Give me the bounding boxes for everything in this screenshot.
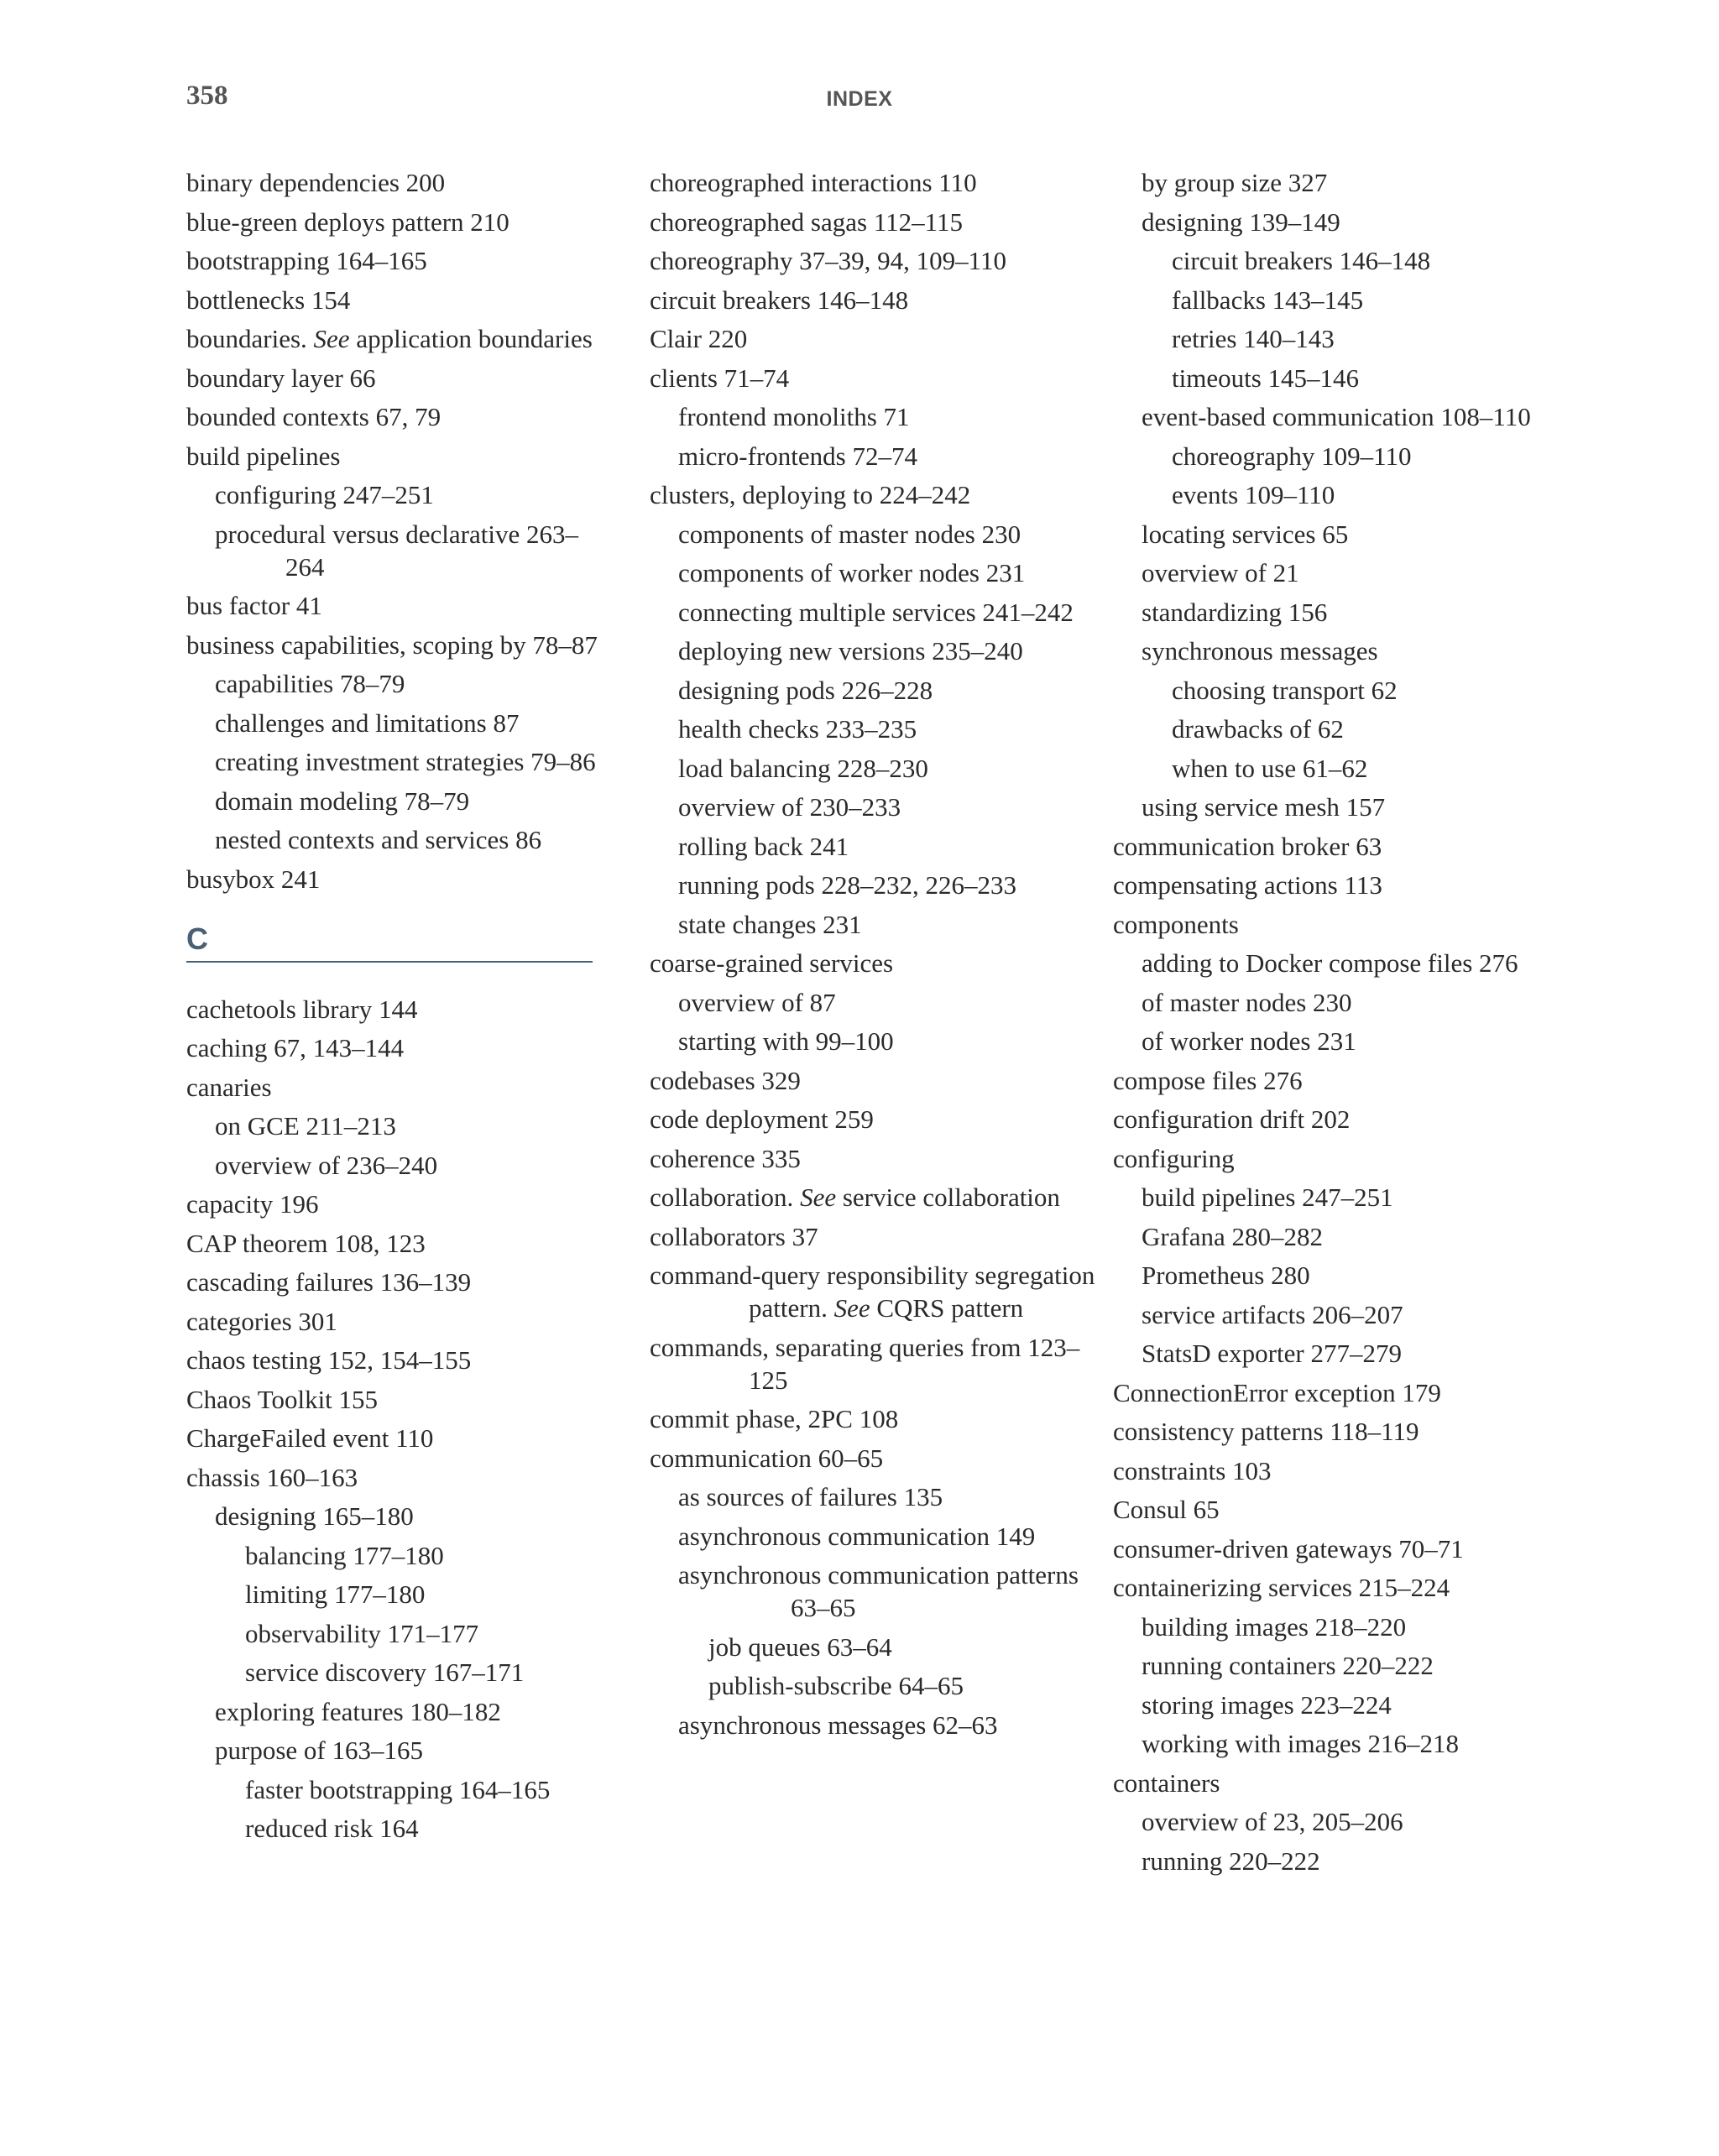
index-entry: [650, 986, 1103, 1019]
entry-text: domain modeling 78–79: [215, 786, 470, 816]
entry-text: command-query responsibility segregation pattern.: [650, 1261, 1095, 1323]
entry-text: job queues 63–64: [708, 1631, 892, 1662]
index-entry: [650, 1709, 1103, 1741]
entry-text: bounded contexts 67, 79: [186, 402, 442, 431]
index-entry: [1113, 1220, 1583, 1253]
index-entry: [1113, 1689, 1583, 1721]
entry-text: overview of 230–233: [678, 792, 901, 822]
index-entry: [650, 830, 1103, 863]
entry-text: StatsD exporter 277–279: [1142, 1339, 1402, 1368]
index-entry: [186, 589, 606, 622]
index-entry: [186, 1305, 606, 1338]
index-entry: [650, 322, 1103, 355]
entry-text: micro-frontends 72–74: [678, 441, 917, 471]
see-reference: See: [313, 324, 350, 353]
entry-text: exploring features 180–182: [215, 1696, 501, 1726]
index-entry: [1113, 322, 1583, 355]
entry-text: procedural versus declarative 263–264: [215, 519, 578, 582]
index-entry: [650, 1631, 1103, 1663]
entry-text: asynchronous communication patterns 63–65: [678, 1560, 1079, 1622]
index-entry: [1113, 1337, 1583, 1370]
entry-text: observability 171–177: [245, 1618, 479, 1648]
entry-text: choreographed interactions 110: [650, 168, 977, 197]
entry-text: building images 218–220: [1142, 1611, 1407, 1642]
see-reference: See: [800, 1182, 837, 1212]
entry-text: components of master nodes 230: [678, 519, 1021, 549]
index-entry: [1113, 830, 1583, 863]
index-entry: [650, 752, 1103, 785]
index-entry: [1113, 244, 1583, 277]
index-entry: [1113, 1415, 1583, 1448]
entry-text: load balancing 228–230: [678, 753, 928, 783]
index-entry: [186, 1109, 606, 1142]
index-entry: [186, 440, 606, 472]
index-entry: [186, 1617, 606, 1650]
entry-text: designing pods 226–228: [678, 675, 933, 705]
entry-text: as sources of failures 135: [678, 1482, 943, 1511]
entry-text: consumer-driven gateways 70–71: [1113, 1533, 1464, 1563]
entry-text: circuit breakers 146–148: [1172, 246, 1431, 275]
entry-text: running containers 220–222: [1142, 1651, 1434, 1680]
entry-text: bus factor 41: [186, 591, 322, 620]
entry-text: collaborators 37: [650, 1221, 818, 1251]
index-entry: [1113, 1181, 1583, 1214]
entry-text: running 220–222: [1142, 1845, 1320, 1876]
index-entry: [186, 1031, 606, 1064]
entry-text: bootstrapping 164–165: [186, 246, 427, 275]
entry-text: chassis 160–163: [186, 1462, 358, 1492]
entry-text: chaos testing 152, 154–155: [186, 1345, 472, 1375]
index-entry: [1113, 206, 1583, 238]
entry-text: fallbacks 143–145: [1172, 285, 1364, 315]
index-entry: [186, 1383, 606, 1416]
entry-text: using service mesh 157: [1142, 792, 1386, 822]
entry-text: Clair 220: [650, 324, 748, 353]
entry-text: running pods 228–232, 226–233: [678, 870, 1016, 900]
index-entry: [186, 400, 606, 433]
entry-text: timeouts 145–146: [1172, 363, 1360, 393]
index-entry: [650, 1181, 1103, 1214]
entry-text: health checks 233–235: [678, 714, 917, 744]
index-entry: [186, 993, 606, 1026]
entry-text: Grafana 280–282: [1142, 1221, 1324, 1251]
index-entry: [186, 244, 606, 277]
entry-text: containers: [1113, 1767, 1220, 1798]
index-entry: [650, 713, 1103, 745]
index-entry: [186, 785, 606, 817]
entry-text: boundary layer 66: [186, 363, 376, 393]
see-reference: See: [833, 1293, 870, 1323]
running-head: INDEX: [826, 87, 893, 111]
index-entry: [650, 1669, 1103, 1702]
see-target: application boundaries: [356, 324, 593, 353]
index-entry: [186, 745, 606, 778]
index-entry: [650, 400, 1103, 433]
entry-text: rolling back 241: [678, 831, 849, 861]
index-entry: [186, 1578, 606, 1610]
entry-text: asynchronous communication 149: [678, 1521, 1036, 1551]
entry-text: connecting multiple services 241–242: [678, 597, 1074, 627]
entry-text: standardizing 156: [1142, 597, 1328, 627]
index-entry: [650, 244, 1103, 277]
index-entry: [1113, 791, 1583, 823]
index-entry: [1113, 908, 1583, 941]
entry-text: consistency patterns 118–119: [1113, 1417, 1419, 1446]
index-entry: [186, 707, 606, 739]
entry-text: asynchronous messages 62–63: [678, 1710, 998, 1740]
entry-text: collaboration.: [650, 1182, 801, 1212]
section-heading-c: C: [186, 921, 593, 963]
entry-text: blue-green deploys pattern 210: [186, 206, 509, 237]
entry-text: choreographed sagas 112–115: [650, 206, 964, 237]
index-entry: [186, 1656, 606, 1689]
see-target: service collaboration: [842, 1182, 1060, 1212]
index-entry: [186, 1695, 606, 1728]
index-column-1: [186, 166, 606, 1851]
index-entry: [650, 596, 1103, 629]
index-entry: [186, 863, 606, 895]
index-entry: [1113, 1298, 1583, 1331]
index-entry: [186, 1149, 606, 1182]
index-entry: [186, 667, 606, 700]
index-entry: [186, 518, 606, 583]
index-entry: [186, 1344, 606, 1376]
index-entry: [1113, 440, 1583, 472]
entry-text: communication 60–65: [650, 1443, 884, 1473]
entry-text: service discovery 167–171: [245, 1657, 525, 1687]
entry-text: on GCE 211–213: [215, 1111, 396, 1141]
entry-text: codebases 329: [650, 1065, 801, 1095]
index-entry: [1113, 1532, 1583, 1565]
entry-text: of worker nodes 231: [1142, 1026, 1356, 1056]
index-column-2: [650, 166, 1103, 1747]
index-entry: [650, 1331, 1103, 1396]
entry-text: designing 165–180: [215, 1501, 414, 1531]
entry-text: code deployment 259: [650, 1104, 874, 1134]
index-entry: [1113, 947, 1583, 979]
entry-text: circuit breakers 146–148: [650, 285, 909, 315]
entry-text: cachetools library 144: [186, 994, 418, 1024]
entry-text: Chaos Toolkit 155: [186, 1384, 379, 1414]
entry-text: reduced risk 164: [245, 1814, 419, 1843]
index-entry: [1113, 986, 1583, 1019]
index-entry: [1113, 1454, 1583, 1487]
entry-text: starting with 99–100: [678, 1026, 894, 1056]
entry-text: coarse-grained services: [650, 948, 894, 978]
entry-text: commands, separating queries from 123–125: [650, 1332, 1080, 1395]
entry-text: by group size 327: [1142, 168, 1328, 197]
index-entry: [1113, 518, 1583, 551]
entry-text: components of worker nodes 231: [678, 558, 1026, 587]
index-entry: [186, 1734, 606, 1767]
entry-text: configuration drift 202: [1113, 1104, 1351, 1134]
entry-text: business capabilities, scoping by 78–87: [186, 629, 598, 660]
index-entry: [650, 791, 1103, 823]
index-entry: [186, 1422, 606, 1454]
entry-text: choreography 37–39, 94, 109–110: [650, 246, 1007, 275]
entry-text: drawbacks of 62: [1172, 714, 1344, 744]
entry-text: constraints 103: [1113, 1455, 1272, 1485]
index-entry: [650, 556, 1103, 589]
entry-text: state changes 231: [678, 909, 862, 939]
index-entry: [650, 440, 1103, 472]
entry-text: ConnectionError exception 179: [1113, 1377, 1441, 1407]
entry-text: Prometheus 280: [1142, 1261, 1310, 1290]
index-entry: [186, 362, 606, 394]
index-entry: [650, 908, 1103, 941]
entry-text: purpose of 163–165: [215, 1736, 423, 1765]
index-entry: [186, 1461, 606, 1494]
entry-text: Consul 65: [1113, 1495, 1220, 1524]
index-entry: [1113, 362, 1583, 394]
entry-text: CAP theorem 108, 123: [186, 1228, 426, 1258]
entry-text: faster bootstrapping 164–165: [245, 1774, 551, 1804]
entry-text: designing 139–149: [1142, 206, 1340, 237]
index-entry: [1113, 1767, 1583, 1799]
entry-text: capabilities 78–79: [215, 669, 405, 698]
entry-text: communication broker 63: [1113, 831, 1382, 861]
index-entry: [186, 1227, 606, 1260]
index-entry: [186, 1188, 606, 1220]
entry-text: overview of 236–240: [215, 1150, 438, 1180]
entry-text: choosing transport 62: [1172, 675, 1398, 705]
entry-text: cascading failures 136–139: [186, 1267, 472, 1297]
index-entry: [650, 362, 1103, 394]
index-entry: [1113, 284, 1583, 316]
entry-text: when to use 61–62: [1172, 753, 1368, 783]
index-entry: [650, 947, 1103, 979]
index-entry: [186, 823, 606, 856]
index-entry: [650, 1025, 1103, 1057]
index-entry: [650, 1142, 1103, 1175]
entry-text: containerizing services 215–224: [1113, 1573, 1450, 1602]
index-entry: [1113, 556, 1583, 589]
entry-text: canaries: [186, 1072, 272, 1102]
see-target: CQRS pattern: [876, 1293, 1024, 1323]
entry-text: frontend monoliths 71: [678, 402, 910, 431]
entry-text: working with images 216–218: [1142, 1729, 1459, 1758]
entry-text: overview of 87: [678, 987, 836, 1017]
index-entry: [650, 1402, 1103, 1435]
index-entry: [1113, 1259, 1583, 1292]
index-entry: [186, 322, 606, 355]
entry-text: caching 67, 143–144: [186, 1033, 405, 1062]
entry-text: event-based communication 108–110: [1142, 402, 1531, 431]
index-entry: [650, 1520, 1103, 1553]
entry-text: limiting 177–180: [245, 1579, 426, 1609]
index-entry: [1113, 869, 1583, 901]
entry-text: synchronous messages: [1142, 636, 1378, 666]
entry-text: service artifacts 206–207: [1142, 1299, 1403, 1329]
index-entry: [650, 518, 1103, 551]
index-entry: [186, 166, 606, 199]
entry-text: nested contexts and services 86: [215, 825, 542, 854]
index-entry: [186, 284, 606, 316]
entry-text: compose files 276: [1113, 1065, 1303, 1095]
index-entry: [186, 1071, 606, 1104]
index-entry: [186, 1812, 606, 1845]
index-column-3: [1113, 166, 1583, 1883]
index-entry: [1113, 166, 1583, 199]
index-entry: [650, 674, 1103, 707]
entry-text: binary dependencies 200: [186, 168, 446, 197]
index-entry: [650, 1442, 1103, 1475]
entry-text: busybox 241: [186, 864, 321, 894]
index-entry: [186, 478, 606, 511]
index-entry: [650, 1259, 1103, 1324]
entry-text: locating services 65: [1142, 519, 1349, 549]
index-entry: [1113, 1571, 1583, 1604]
entry-text: categories 301: [186, 1306, 337, 1336]
entry-text: publish-subscribe 64–65: [708, 1671, 964, 1700]
entry-text: choreography 109–110: [1172, 441, 1412, 471]
index-entry: [650, 206, 1103, 238]
index-entry: [1113, 1727, 1583, 1760]
entry-text: clusters, deploying to 224–242: [650, 480, 971, 509]
index-entry: [1113, 634, 1583, 667]
index-entry: [1113, 1376, 1583, 1409]
entry-text: of master nodes 230: [1142, 987, 1352, 1017]
index-entry: [650, 1558, 1103, 1624]
entry-text: creating investment strategies 79–86: [215, 747, 596, 776]
index-entry: [186, 1773, 606, 1806]
index-entry: [1113, 713, 1583, 745]
entry-text: storing images 223–224: [1142, 1689, 1392, 1720]
entry-text: deploying new versions 235–240: [678, 636, 1023, 666]
entry-text: bottlenecks 154: [186, 285, 351, 315]
index-entry: [650, 1220, 1103, 1253]
index-entry: [186, 1266, 606, 1298]
index-entry: [1113, 1142, 1583, 1175]
index-entry: [1113, 1610, 1583, 1643]
index-entry: [186, 206, 606, 238]
entry-text: configuring: [1113, 1143, 1235, 1173]
index-entry: [1113, 1064, 1583, 1097]
entry-text: compensating actions 113: [1113, 870, 1382, 900]
index-entry: [1113, 1493, 1583, 1526]
page-number: 358: [186, 81, 228, 111]
index-entry: [1113, 1103, 1583, 1135]
index-entry: [1113, 674, 1583, 707]
index-entry: [650, 166, 1103, 199]
entry-text: configuring 247–251: [215, 480, 434, 509]
index-entry: [1113, 1805, 1583, 1838]
entry-text: clients 71–74: [650, 363, 790, 393]
index-entry: [650, 1064, 1103, 1097]
index-entry: [650, 869, 1103, 901]
index-entry: [650, 1480, 1103, 1513]
entry-text: components: [1113, 909, 1239, 939]
index-entry: [1113, 478, 1583, 511]
index-entry: [1113, 1649, 1583, 1682]
index-entry: [1113, 752, 1583, 785]
entry-text: build pipelines: [186, 441, 341, 471]
index-entry: [186, 1539, 606, 1572]
index-entry: [650, 634, 1103, 667]
entry-text: capacity 196: [186, 1189, 319, 1219]
entry-text: events 109–110: [1172, 480, 1335, 509]
entry-text: coherence 335: [650, 1143, 801, 1173]
index-entry: [186, 1500, 606, 1532]
index-entry: [1113, 400, 1583, 433]
index-entry: [650, 1103, 1103, 1135]
index-entry: [650, 284, 1103, 316]
index-entry: [1113, 596, 1583, 629]
entry-text: balancing 177–180: [245, 1540, 444, 1570]
index-entry: [1113, 1845, 1583, 1877]
index-entry: [1113, 1025, 1583, 1057]
entry-text: adding to Docker compose files 276: [1142, 948, 1518, 978]
index-entry: [650, 478, 1103, 511]
entry-text: build pipelines 247–251: [1142, 1182, 1393, 1212]
entry-text: overview of 23, 205–206: [1142, 1807, 1403, 1836]
entry-text: overview of 21: [1142, 558, 1299, 587]
entry-text: challenges and limitations 87: [215, 707, 520, 738]
entry-text: ChargeFailed event 110: [186, 1423, 434, 1453]
index-entry: [186, 629, 606, 661]
entry-text: retries 140–143: [1172, 324, 1335, 353]
entry-text: boundaries.: [186, 324, 314, 353]
entry-text: commit phase, 2PC 108: [650, 1404, 899, 1433]
